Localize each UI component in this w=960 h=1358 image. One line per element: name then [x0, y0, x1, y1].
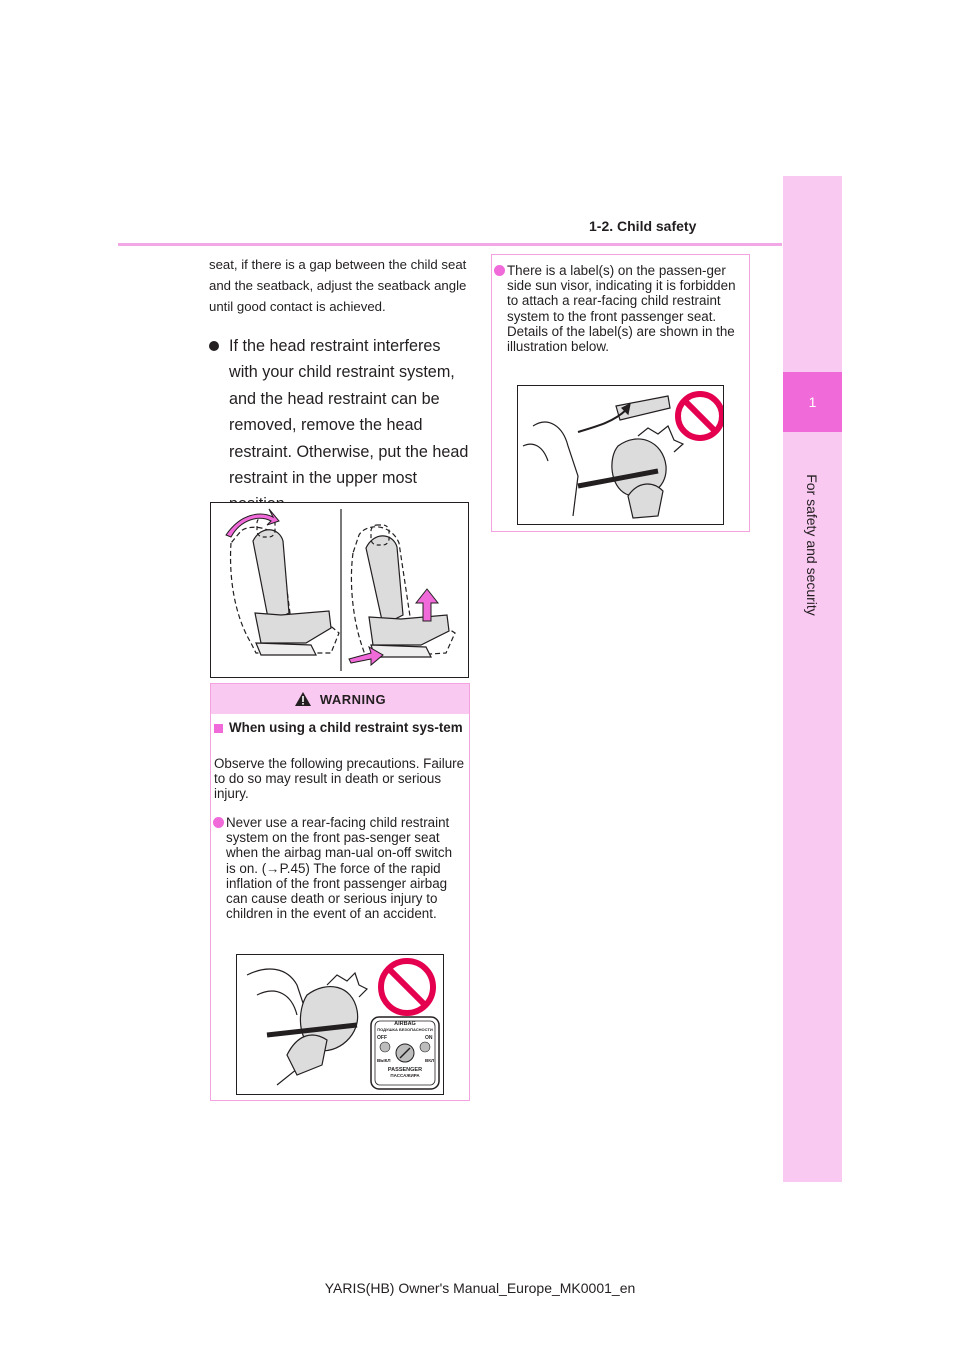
chapter-number: 1: [808, 394, 817, 410]
seat-head-restraint-figure: [210, 502, 469, 678]
chapter-title-vertical: [752, 430, 872, 660]
rear-facing-seat-airbag-figure: [236, 954, 444, 1095]
airbag-label-title-ru: ПОДУШКА БЕЗОПАСНОСТИ: [377, 1027, 433, 1032]
warning-label: WARNING: [319, 691, 387, 707]
airbag-label-passenger-ru: ПАССАЖИРА: [390, 1073, 420, 1078]
airbag-label-off-ru: ВЫКЛ: [377, 1058, 391, 1063]
airbag-label-bottom: [371, 1067, 439, 1079]
warning-subheading-row: [213, 720, 465, 735]
chapter-title: For safety and security: [804, 474, 820, 616]
airbag-label-passenger: PASSENGER: [387, 1067, 423, 1073]
warning-header: [211, 684, 469, 714]
warning-triangle-icon: [294, 691, 312, 707]
section-title: 1-2. Child safety: [589, 218, 697, 234]
warning-subheading: When using a child restraint sys-tem: [229, 720, 463, 735]
sun-visor-bullet-row: [494, 263, 746, 354]
airbag-label-title: AIRBAG: [394, 1021, 416, 1027]
seat-illustration: [211, 503, 468, 677]
airbag-label-on: ON: [425, 1035, 433, 1041]
bullet-dot-icon: [209, 341, 219, 351]
chapter-side-tab: [783, 176, 842, 1182]
round-bullet-icon: [213, 817, 224, 828]
intro-paragraph: seat, if there is a gap between the child seat and the seatback, adjust the seatback angle until good contact is achieved.: [209, 257, 467, 314]
round-bullet-icon: [494, 265, 505, 276]
header-divider: [118, 243, 782, 246]
sun-visor-illustration: [518, 386, 723, 524]
chapter-number-badge: [783, 372, 842, 432]
head-restraint-bullet: [209, 333, 471, 518]
airbag-label-on-ru: ВКЛ: [425, 1058, 435, 1063]
sun-visor-figure: [517, 385, 724, 525]
page-footer: YARIS(HB) Owner's Manual_Europe_MK0001_en: [324, 1280, 636, 1296]
warning-intro: Observe the following precautions. Failure to do so may result in death or serious injury.: [214, 756, 465, 802]
warning-bullet-text: Never use a rear-facing child restraint system on the front pas-senger seat when the airbag man-ual on-off switch is on. (→P.45) The force of the rapid inflation of the front passenger airbag can cause death or serious injury to children in the event of an accident.: [226, 815, 453, 922]
sun-visor-bullet-text: There is a label(s) on the passen-ger side sun visor, indicating it is forbidden to attach a rear-facing child restraint system to the front passenger seat. Details of the label(s) are shown in the illustration below.: [507, 263, 736, 355]
airbag-label-off: OFF: [377, 1035, 387, 1041]
airbag-label-top: [371, 1021, 439, 1033]
warning-bullet-row: [213, 815, 465, 921]
square-bullet-icon: [214, 724, 223, 733]
head-restraint-text: If the head restraint interferes with your child restraint system, and the head restraint can be removed, remove the head restraint. Otherwise, put the head restraint in the upper most: [229, 337, 469, 488]
